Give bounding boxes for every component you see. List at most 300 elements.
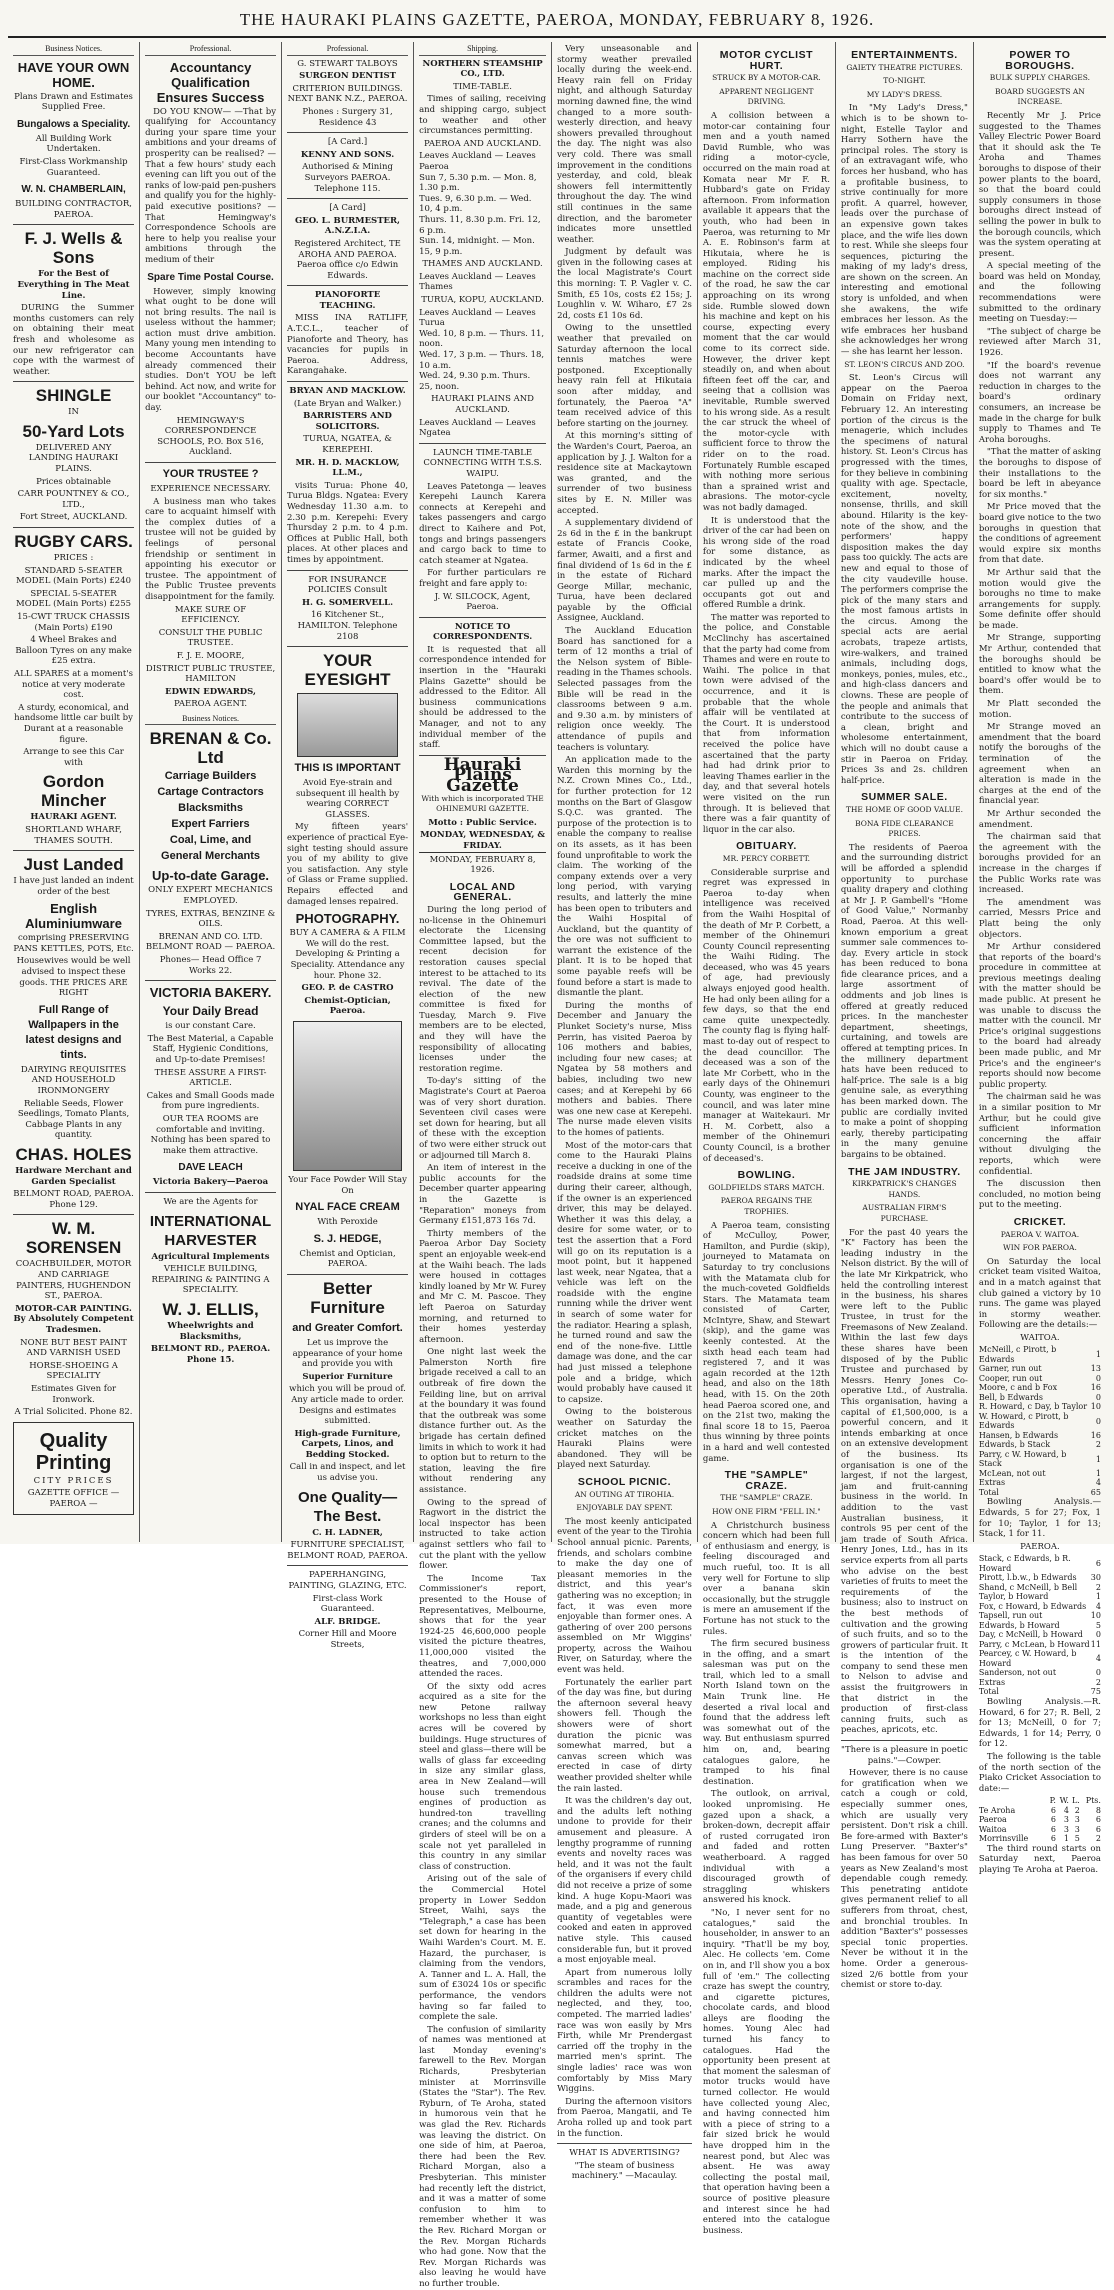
table-cell: W. [1059,1796,1069,1806]
ad-text: A sturdy, economical, and handsome little car built by Durant at a reasonable figure. [14,702,133,745]
table-cell: 10 [1090,1402,1101,1412]
divider [13,527,134,528]
table-cell: Te Aroha [978,1805,1016,1815]
divider [287,285,408,286]
ad-title: PAPERHANGING, PAINTING, GLAZING, ETC. [288,1570,407,1592]
article-paragraph: The Auckland Education Board has sanctioned for a term of 12 months a trial of the Nelson system of Bible-reading in the Thames schools. Selected passages from the Bible will be read in the classrooms between 9 a.m. and 9.30 a.m. by ministers of religion once weekly. The attendance of pupils and teachers is voluntary. [557,626,692,753]
ad-name: GEO. L. BURMESTER, A.N.Z.I.A. [295,215,401,237]
notice-title: NOTICE TO CORRESPONDENTS. [432,621,533,643]
ad-text: Superior Furniture [302,1371,393,1382]
scorecard-row [979,1668,1101,1678]
ad-title: INTERNATIONAL HARVESTER [149,1212,272,1249]
ad-title: Up-to-date Garage. [152,868,270,884]
column-1 [8,42,140,1542]
scorecard-row [979,1621,1101,1631]
ad-name: F. J. E. MOORE, [176,650,245,661]
ad-text: MAKE SURE OF EFFICIENCY. [174,604,247,626]
ad-title: Better Furniture [310,1278,385,1317]
ad-text: Coal, Lime, and [169,834,252,847]
article-paragraph: The discussion then concluded, no motion being put to the meeting. [978,1179,1101,1211]
ad-name: Gordon Mincher [40,772,107,811]
section-heading: Business Notices. [145,714,276,726]
table-cell: 8 [1095,1805,1101,1815]
article-subhead: WIN FOR PAEROA. [1002,1243,1077,1253]
table-cell: 6 [1050,1805,1056,1815]
nameplate-sub: With which is incorporated THE OHINEMURI GAZETTE. [421,793,544,814]
ad-text: The Best Material, a Capable Staff, Hygienic Conditions, and Up-to-date Premises! [147,1033,274,1065]
article-paragraph: Considerable surprise and regret was expressed in Paeroa to-day when intelligence was received from the Waihi Hospital of the death of Mr P. Corbett, a member of the Ohinemuri County Council representing the Waihi Riding. The deceased, who was 45 years of age, had previously always enjoyed good health. He had only been ailing for a few days, so that the end came quite unexpectedly. The county flag is flying half-mast to-day out of respect to the dead councillor. The deceased was a son of the late Mr Corbett, who in the early days of the Ohinemuri County, was engineer to the council, and was later mine manager at Waitekauri. Mr H. M. Corbett, also a member of the Ohinemuri County Council, is a brother of deceased's. [702,867,830,1164]
table-cell: 4 [1095,1478,1101,1488]
article-headline: CRICKET. [1013,1215,1067,1228]
divider [13,381,134,382]
timetable-row: Wed. 24, 9.30 p.m. Thurs. 25, noon. [419,371,531,392]
ad-text: Cakes and Small Goods made from pure ingredients. [146,1090,275,1112]
ad-name: W. J. ELLIS, [162,1299,259,1319]
column-5 [552,42,698,2182]
table-cell: Pts. [1085,1796,1101,1806]
ad-name: C. H. LADNER, [312,1527,383,1538]
ad-title: SHINGLE [35,386,112,406]
table-cell: 6 [1095,1824,1101,1834]
divider [287,646,408,647]
ad-text: Registered Architect, TE AROHA AND PAEROA. Paeroa office c/o Edwin Edwards. [294,238,401,281]
table-cell: R. Howard, c Day, b Taylor [978,1402,1088,1412]
ad-text: ONLY EXPERT MECHANICS EMPLOYED. [148,885,273,907]
table-cell: 5 [1074,1834,1080,1844]
article-paragraph: A Christchurch business concern which had been full of enthusiasm and energy, is feeling discouraged and much rueful, too. It is all very well for Fortune to slip over a banana skin occasionally, but the struggle is mere an amusement if the Fortune has not stuck to the rules. [702,1520,830,1637]
table-cell: Edwards, b Stack [978,1440,1051,1450]
article-paragraph: The third round starts on Saturday next, Paeroa playing Te Aroha at Paeroa. [978,1843,1101,1875]
article-paragraph: A special meeting of the board was held on Monday, and the following recommendations were submitted to the ordinary meeting on Tuesday:— [978,261,1101,325]
article-subhead: HOW ONE FIRM "FELL IN." [712,1506,821,1516]
ad-text: Let us improve the appearance of your home and provide you with [292,1337,403,1370]
article-headline: SUMMER SALE. [861,791,948,804]
ad-text: ALL SPARES at a moment's notice at very moderate cost. [14,668,134,701]
divider [13,224,134,225]
ad-text: However, simply knowing what ought to be done will not bring results. The nail is useless without the hammer; action must drive ambition. Many young men intending to become Accountants have already commenced their studies. Don't YOU be left behind. Act now, and write for our booklet "Accountancy" to-day. [145,286,276,414]
ad-text: Call in and inspect, and let us advise you. [289,1462,406,1484]
divider [287,570,408,571]
ad-text: Chemist-Optician, Paeroa. [304,995,391,1017]
ship-route: THAMES AND AUCKLAND. [422,259,543,270]
ad-text: My fifteen years' experience of practical Eye-sight testing should assure you of my ability to give you satisfaction. Any style of Glass or Frame supplied. Repairs effected and damaged lenses repaired. [287,822,409,907]
ad-text: TURUA, NGATEA, & KEREPEHI. [303,434,392,455]
ship-title: NORTHERN STEAMSHIP CO., LTD. [422,58,543,80]
article-subhead: GOLDFIELDS STARS MATCH. [708,1182,825,1192]
eyes-illustration [297,693,398,757]
ad-text: 16 Kitchener St., HAMILTON. Telephone 2108 [297,610,398,642]
ad-title: BRENAN & Co. Ltd [149,729,272,768]
timetable-row: Wed. 10, 8 p.m. — Thurs. 11, noon. [419,328,545,350]
scorecard-row [979,1412,1101,1431]
article-paragraph: The most keenly anticipated event of the year to the Tirohia School annual picnic. Parents, friends, and scholars combine to make the day one of pleasant memories in the district, and this year's gathering was no exception; in fact, it was even more enjoyable than former ones. A gathering of over 200 persons assembled on Mr Wiggins' property, across the Waihou River, on Saturday, where the event was held. [557,1516,692,1676]
table-cell: Extras [978,1677,1006,1687]
article-subhead: TO-NIGHT. [883,76,926,86]
article-paragraph: Apart from numerous lolly scrambles and races for the children the adults were not neglected, and they, too, competed. The married ladies' race was won easily by Mrs Firth, while Mr Prendergast carried off the trophy in the married men's sprint. The single ladies' race was won comfortably by Miss Mary Wiggins. [557,1967,692,2095]
column-7 [836,42,974,1991]
article-paragraph: In "My Lady's Dress," which is to be shown to-night, Estelle Taylor and Harry Sothern have the principal roles. The story is of an extravagant wife, who forces her husband, who has a profitable business, to strive continually for more profit. A quarrel, however, leads over the purchase of an expensive gown takes place, and the wife lies down to rest. While she sleeps four sequences, picturing the making of my lady's dress, are shown on the screen. An interesting and emotional story is unfolded, and when she awakens, the wife embraces her lesson. As the wife embraces her husband she acknowledges her wrong — she has learnt her lesson. [840,103,968,358]
article-paragraph: Most of the motor-cars that come to the Hauraki Plains receive a ducking in one of the roadside drains at some time during their career, although, if the owner is an experienced driver, this may be delayed. Whether it was this delay, a desire for some water, or to test the assertion that a Ford will go on its reputation is a moot point, but it happened last week, near Ngatea, that a vehicle was left on the roadside with the engine running while the driver went in search of some water for the radiator. Hearing a splash, he turned round and saw the end of the none-five. Little damage was done, and the car had just missed a telephone pole and a bridge, which would probably have caused it to capsize. [557,1140,692,1405]
ad-text: Phones : Surgery 31, Residence 43 [302,106,393,128]
launch-text: For further particulars re freight and fare apply to: [419,568,547,589]
scorecard-row [979,1640,1101,1650]
article-paragraph: Fortunately the earlier part of the day was fine, but during the afternoon several heavy showers fell. Though the showers were of short duration the picnic was somewhat marred, but a canvas screen which was erected in case of dirty weather provided shelter while the rain lasted. [557,1677,692,1794]
scorecard-row [979,1592,1101,1602]
article-paragraph: Owing to the spread of Ragwort in the district the local inspector has been instructed to take action against settlers who fail to cut the plant with the yellow flower. [419,1497,547,1572]
ad-name: ALF. BRIDGE. [314,1616,381,1627]
ad-title: RUGBY CARS. [14,532,133,552]
scorecard-row [979,1573,1101,1583]
ad-text: SHORTLAND WHARF, THAMES SOUTH. [25,824,122,846]
ad-text: Expert Farriers [171,818,250,831]
printing-ad [13,1422,134,1516]
ad-title: PIANOFORTE TEACHING. [314,290,381,311]
article-subhead: MY LADY'S DRESS. [866,89,943,99]
table-cell: 13 [1090,1364,1101,1374]
table-cell: 1 [1095,1350,1101,1360]
publication-days: MONDAY, WEDNESDAY, & FRIDAY. [420,830,546,851]
article-subhead: ENJOYABLE DAY SPENT. [576,1503,673,1513]
ad-text: All Building Work Undertaken. [35,133,112,155]
divider [287,1274,408,1275]
table-cell: 2 [1095,1440,1101,1450]
ad-text: DO YOU KNOW— —That by qualifying for Accountancy during your spare time your ambitions and your dreams of prosperity can be realised? —That a few hours' study each evening can lift you out of the ranks of low-paid pen-pushers and qualify you for the highly-paid executive positions? —That Hemingway's Correspondence Schools are here to help you realise your ambitions through the medium of their [145,106,276,265]
ad-title: Full Range of Wallpapers in the latest designs and tints. [25,1003,122,1061]
ad-text: Arrange to see this Car with [23,747,124,768]
ship-route: PAEROA AND AUCKLAND. [423,138,542,149]
scorecard-waitoa [979,1345,1101,1497]
article-subhead: KIRKPATRICK'S CHANGES HANDS. [852,1179,957,1199]
ad-text: Fort Street, AUCKLAND. [19,512,128,523]
ad-text: FOR INSURANCE POLICIES Consult [307,574,388,596]
quote-text: "The steam of business machinery." —Macaulay. [571,2160,678,2182]
table-cell: 16 [1090,1430,1101,1440]
ad-title: W. M. SORENSEN [25,1219,122,1258]
article-headline: OBITUARY. [736,840,797,853]
table-cell: P. [1049,1796,1056,1806]
ad-title: CHAS. HOLES [15,1145,132,1164]
table-cell: 0 [1095,1630,1101,1640]
article-paragraph: Mr Strange, supporting Mr Arthur, contended that the boroughs should be entitled to know what the board's offer would be to them. [978,633,1101,697]
ad-text: General Merchants [161,850,261,863]
table-cell: Total [978,1687,999,1697]
ad-title: Bungalows a Speciality. [16,118,131,130]
table-cell: L. [1071,1796,1080,1806]
article-headline: THE JAM INDUSTRY. [848,1165,961,1178]
ad-text: 4 Wheel Brakes and Balloon Tyres on any make £25 extra. [15,635,132,667]
ad-title: One Quality—The Best. [297,1488,398,1525]
bowling-analysis: Bowling Analysis.—R. Howard, 6 for 27; R. Bell, 2 for 13; McNeill, 0 for 7; Edwards, 1 for 14; Perry, 0 for 12. [978,1696,1101,1750]
article-paragraph: A supplementary dividend of 2s 6d in the £ in the bankrupt estate of Francis Cooke, farmer, Awaiti, and a first and final dividend of 1s 6d in the £ in the estate of Richard George Millar, mechanic, Turua, have been declared payable by the Official Assignee, Auckland. [557,518,692,624]
article-paragraph: It is understood that the driver of the car had been on his wrong side of the road for some distance, as indicated by the wheel marks. After the impact the car pulled up and the occupants got out and offered Rumble a drink. [702,515,830,611]
ad-text: comprising PRESERVING PANS KETTLES, POTS, Etc. [13,933,134,954]
ad-text: THESE ASSURE A FIRST-ARTICLE. [154,1067,267,1089]
column-4 [414,42,552,2289]
article-paragraph: However, there is no cause for gratification when we catch a cough or cold, especially summer ones, which are usually very persistent. Don't risk a chill. Be fore-armed with Baxter's Lung Preserver. "Baxter's" has been famous for over 50 years as New Zealand's most dependable cough remedy. This penetrating antidote gives permanent relief to all sufferers from throat, chest, and bronchial troubles. In addition "Baxter's" possesses special tonic properties. Never be without it in the home. Order a generous-sized 2/6 bottle from your chemist or store to-day. [840,1768,968,1991]
article-subhead: APPARENT NEGLIGENT DRIVING. [719,86,814,107]
article-paragraph: The following is the table of the north section of the Piako Cricket Association to date:— [978,1751,1101,1794]
dateline: MONDAY, FEBRUARY 8, 1926. [429,854,536,876]
divider [287,132,408,133]
timetable-row: Leaves Auckland — Leaves Ngatea [419,417,536,439]
ad-name: HEMINGWAY'S CORRESPONDENCE SCHOOLS, P.O. Box 516, Auckland. [157,415,264,458]
ad-text: STANDARD 5-SEATER MODEL (Main Ports) £240 [16,565,132,587]
ad-text: Corner Hill and Moore Streets, [298,1629,397,1650]
ad-text: Reliable Seeds, Flower Seedlings, Tomato Plants, Cabbage Plants in any quantity. [17,1098,130,1141]
article-subhead: THE "SAMPLE" CRAZE. [720,1493,813,1503]
scorecard-row [979,1630,1101,1640]
launch-text: Leaves Patetonga — leaves Kerepehi Launch Karera connects at Kerepehi and takes passengers and cargo direct to Kaihere and Pot, tongs and brings passengers and cargo back to time to catch steamer at Ngatea. [419,481,547,566]
bowling-analysis: Bowling Analysis.—Edwards, 5 for 27; Fox, 1 for 10; Taylor, 1 for 13; Stack, 1 for 11. [978,1497,1101,1540]
scorecard-row [979,1611,1101,1621]
ad-text: With Peroxide [317,1217,378,1228]
motto: Motto : Public Service. [428,817,537,828]
ad-text: FURNITURE SPECIALIST, BELMONT ROAD, PAEROA. [287,1540,408,1561]
column-2 [140,42,282,1542]
article-paragraph: During the afternoon visitors from Paeroa, Mangatii, and Te Aroha rolled up and took part in the function. [557,2096,692,2139]
article-paragraph: Owing to the unsettled weather that prevailed on Saturday afternoon the local tennis matches were postponed. Exceptionally heavy rain fell at Hikutaia soon after midday, and fortunately, the Paeroa "A" team received advice of this before starting on the journey. [557,323,692,429]
ladder-row [979,1834,1101,1844]
article-paragraph: Arising out of the sale of the Commercial Hotel property in Lower Seddon Street, Waihi, says the "Telegraph," a case has been set down for hearing in the Waihi Warden's Court. M. E. Hazard, the purchaser, is claiming from the vendors, A. Tanner and L. A. Hall, the sum of £3024 10s or specific performance, the vendors having so far failed to complete the sale. [419,1874,547,2023]
article-subhead: BOARD SUGGESTS AN INCREASE. [995,86,1085,107]
ad-text: DELIVERED ANY LANDING HAURAKI PLAINS. [28,442,119,475]
table-cell: Total [978,1487,999,1497]
ad-text: which you will be proud of. Any article made to order. Designs and estimates submitted. [289,1384,406,1427]
table-cell: 1 [1095,1454,1101,1464]
ad-title: F. J. Wells & Sons [24,229,123,268]
timetable-row: Leaves Auckland — Leaves Paeroa [419,151,536,172]
ad-text: Plans Drawn and Estimates Supplied Free. [14,91,133,113]
divider [419,443,546,444]
ad-text: visits Turua: Phone 40, Turua Bldgs. Ngatea: Every Wednesday 11.30 a.m. to 2.30 p.m. Kerepehi: Every Thursday 2 p.m. to 4 p.m. Offices at Public Hall, both places. At other places and times by appointment. [287,480,409,565]
ad-title: Just Landed [23,855,124,875]
scorecard-row [979,1431,1101,1441]
ad-text: GAZETTE OFFICE — PAEROA — [27,1488,120,1509]
table-cell: Tapsell, run out [978,1611,1043,1621]
table-cell: 0 [1095,1416,1101,1426]
article-subhead: STRUCK BY A MOTOR-CAR. [712,73,821,83]
table-cell: 2 [1095,1834,1101,1844]
table-cell: Edwards, b Howard [978,1620,1060,1630]
ad-text: First-Class Workmanship Guaranteed. [19,156,128,178]
ship-route: TURUA, KOPU, AUCKLAND. [421,295,544,306]
article-paragraph: "That the matter of asking the boroughs to dispose of their installations to the board be left in abeyance for six months." [978,447,1101,500]
table-cell: 3 [1063,1824,1069,1834]
ad-text: 15-CWT TRUCK CHASSIS (Main Ports) £190 [17,612,130,633]
table-cell: W. Howard, c Pirott, b Edwards [978,1411,1069,1431]
ad-text: [A Card.] [327,137,368,148]
article-paragraph: During the months of December and January the Plunket Society's nurse, Miss Perrin, has visited Paeroa by 106 mothers and babies, including four new cases; at Ngatea by 58 mothers and babies, including two new cases; and at Kerepehi by 66 mothers and babies. There was one new case at Kerepehi. The nurse made eleven visits to the homes of patients. [557,1000,692,1138]
team-heading: WAITOA. [1020,1332,1060,1343]
ad-text: Carriage Builders [164,770,257,783]
scorecard-row [979,1478,1101,1488]
table-cell: Paeroa [978,1815,1007,1825]
article-paragraph: The firm secured business in the offing, and a smart salesman was put on the trail, which led to a small North Island town on the Main Trunk line. He deserted a rival local and found that the address left was somewhat out of the way. But enthusiasm spurred him on, and, bearing catalogues galore, he tramped to his final destination. [702,1639,830,1787]
ad-text: DISTRICT PUBLIC TRUSTEE, HAMILTON [145,663,276,685]
article-paragraph: Mr Platt seconded the motion. [978,699,1101,720]
article-paragraph: The confusion of similarity of names was mentioned at last Monday evening's farewell to the Rev. Morgan Richards, Presbyterian minister at Morrinsville (States the "Star"). The Rev. Ryburn, of Te Aroha, stated in humorous vein that he was glad the Rev. Richards was leaving the district. On one side of him, at Paeroa, there had been the Rev. Richard Morgan, also a Presbyterian. This minister had recently left the district, and it was a matter of some confusion to him to remember whether it was the Rev. Richard Morgan or the Rev. Morgan Richards who had gone. Now that the Rev. Morgan Richards was also leaving he would have no further trouble. [419,2024,547,2289]
divider [557,2143,692,2144]
ad-title: YOUR TRUSTEE ? [162,468,259,480]
article-paragraph: Very unseasonable and stormy weather prevailed locally during the week-end. Heavy rain fell on Friday night, and although Saturday morning dawned fine, the wind changed to a more south-westerly direction, and heavy showers prevailed throughout the day. The night was also very cold. There was small improvement in the conditions yesterday, and cold, bleak showers fell intermittently throughout the day. The wind still continues in the same direction, and the barometer indicates more unsettled weather. [557,44,692,245]
ad-text: SPECIAL 5-SEATER MODEL (Main Ports) £255 [16,588,132,610]
table-cell: Hansen, b Edwards [978,1430,1059,1440]
table-cell: 6 [1050,1834,1056,1844]
scorecard-row [979,1440,1101,1450]
table-cell: 4 [1095,1601,1101,1611]
table-cell: 1 [1063,1834,1069,1844]
ad-name: KENNY AND SONS. [300,149,395,160]
timetable-row: Wed. 17, 3 p.m. — Thurs. 18, 10 a.m. [419,350,545,371]
table-cell: McNeill, c Pirott, b Edwards [978,1345,1057,1364]
article-paragraph: "If the board's revenue does not warrant any reduction in charges to the board's ordinary consumers, an increase be made in the charge for bulk supply to Thames and Te Aroha boroughs. [978,360,1101,445]
scorecard-row [979,1469,1101,1479]
article-paragraph: The outlook, on arrival, looked unpromising. He gazed upon a shack, a broken-down, decrepit affair of rusted corrugated iron and faded and rotten weatherboard. A ragged individual with a discouraged growth of straggling whiskers answered his knock. [702,1789,830,1906]
ad-text: NONE BUT BEST PAINT AND VARNISH USED [20,1337,127,1359]
table-cell: 16 [1090,1383,1101,1393]
article-paragraph: During the long period of no-license in the Ohinemuri electorate the Licensing Committee lapsed, but the recent decision for restoration causes special interest to be attached to its revival. The date of the election of the new committee is fixed for Tuesday, March 9. Five members are to be elected, and they will have the responsibility of allocating licenses under the restoration regime. [419,904,547,1074]
ad-title: Spare Time Postal Course. [147,271,274,283]
ad-text: CONSULT THE PUBLIC TRUSTEE. [158,627,263,649]
table-cell: McLean, not out [978,1468,1046,1478]
table-cell: 6 [1095,1559,1101,1569]
divider [419,617,546,618]
ad-text: is our constant Care. [165,1021,256,1032]
table-cell: 5 [1095,1620,1101,1630]
ad-text: Phones— Head Office 7 Works 22. [159,955,262,976]
article-headline: SCHOOL PICNIC. [577,1475,672,1488]
table-cell: Pearcey, c W. Howard, b Howard [978,1649,1077,1668]
article-paragraph: The chairman said that the agreement with the boroughs provided for an increase in the charges if the Public Works rate was increased. [978,832,1101,896]
article-paragraph: Recently Mr J. Price suggested to the Thames Valley Electric Power Board that it should ask the Te Aroha and Thames boroughs to dispose of their power plants to the board, so that the board could supply consumers in those boroughs direct instead of selling the power in bulk to the borough councils, which was the system operating at present. [978,110,1101,259]
ladder-table [979,1796,1101,1844]
article-paragraph: Mr Arthur seconded the amendment. [978,808,1101,830]
timetable-row: Sun 7, 5.30 p.m. — Mon. 8, 1.30 p.m. [419,172,537,194]
ad-text: TYRES, EXTRAS, BENZINE & OILS. [145,908,276,930]
ad-text: We are the Agents for [163,1196,258,1207]
ad-text: IN [68,407,79,418]
newspaper-nameplate: Hauraki Plains Gazette [443,754,522,796]
table-cell: 10 [1090,1611,1101,1621]
ad-text: DURING the Summer months customers can rely on obtaining their meat fresh and wholesome as our new refrigerator can cope with the warmest of weather. [13,303,135,377]
ad-text: Your Face Powder Will Stay On [288,1174,407,1196]
ad-text: MOTOR-CAR PAINTING. By Absolutely Competent Tradesmen. [13,1303,134,1335]
article-paragraph: Thirty members of the Paeroa Arbor Day Society spent an enjoyable week-end at the Waihi beach. The lads were housed in cottages kindly loaned by Mr W. Furey and Mr C. M. Pascoe. They left Paeroa on Saturday morning, and returned to their homes yesterday afternoon. [419,1228,547,1345]
article-paragraph: Owing to the boisterous weather on Saturday the cricket matches on the Hauraki Plains were abandoned. They will be played next Saturday. [557,1407,692,1471]
ad-text: Wheelwrights and Blacksmiths, [167,1320,254,1342]
table-cell: Sanderson, not out [978,1668,1057,1678]
ad-name: GEO. P. de CASTRO [301,983,394,994]
table-cell: Parry, c McLean, b Howard [978,1639,1090,1649]
article-headline: MOTOR CYCLIST HURT. [719,49,814,72]
divider [13,1214,134,1215]
table-cell: 0 [1095,1392,1101,1402]
article-paragraph: To-day's sitting of the Magistrate's Court at Paeroa was of very short duration. Seventeen civil cases were set down for hearing, but all of these with the exception of two were either struck out or adjourned till March 8. [419,1076,547,1161]
divider [287,198,408,199]
ad-title: BARRISTERS AND SOLICITORS. [303,411,392,432]
ad-title: YOUR EYESIGHT [304,651,391,690]
ad-title: 50-Yard Lots [22,421,125,441]
ladder-row [979,1796,1101,1806]
table-cell: Morrinsville [978,1834,1029,1844]
article-paragraph: Of the sixty odd acres acquired as a site for the new Petone railway workshops no less than eight acres will be covered by buildings. Huge structures of steel and glass—there will be walls of glass far exceeding in size any similar glass, area in New Zealand—will house such tremendous engines of production as hundred-ton travelling cranes; and the columns and girders of steel will be on a scale not yet paralleled in this country in any similar class of construction. [419,1681,547,1872]
ad-text: CITY PRICES [33,1475,114,1486]
table-cell: Taylor, b Howard [978,1592,1049,1602]
ad-name: DAVE LEACH [178,1162,243,1174]
ad-name: MR. H. D. MACKLOW, LL.M., [295,457,400,479]
table-cell: Stack, c Edwards, b R. Howard [978,1554,1071,1573]
table-cell: Fox, c Howard, b Edwards [978,1601,1087,1611]
article-subhead: ST. LEON'S CIRCUS AND ZOO. [844,359,965,369]
article-paragraph: The matter was reported to the police, and Constable McClinchy has ascertained that the party had come from Thames and were en route to Waihi. The police in that town were advised of the occurrence, and it is probable that the whole affair will be ventilated at the Court. It is understood that from information received the police have ascertained that the party had had drink prior to leaving Thames earlier in the day, and that several hotels were visited on the run through. It is believed that there was a fair quantity of liquor in the car also. [702,612,830,835]
ad-title: NYAL FACE CREAM [295,1201,400,1214]
article-paragraph: Mr Arthur considered that reports of the board's procedure in committee at previous meetings dealing with the matter should be made public. At present he was unable to discuss the matter with the council. Mr Price's original suggestions to the board had already been made public, and Mr Price's and the engineer's reports should now become public property. [978,942,1101,1090]
table-cell: 0 [1095,1373,1101,1383]
scorecard-row [979,1402,1101,1412]
ad-name: CARR POUNTNEY & CO., LTD., [17,489,130,510]
ship-route: HAURAKI PLAINS AND AUCKLAND. [431,394,535,415]
ad-text: PRICES : [53,553,94,564]
table-cell: Pirott, l.b.w., b Edwards [978,1573,1077,1583]
ad-title: and Greater Comfort. [292,1321,403,1334]
timetable-row: Leaves Auckland — Leaves Turua [419,307,536,329]
article-paragraph: The chairman said he was in a similar position to Mr Arthur, but he could give sufficient information concerning the affair without divulging the reports, which were confidential. [978,1092,1101,1177]
table-cell: Moore, c and b Fox [978,1383,1058,1393]
table-cell: 75 [1090,1687,1101,1697]
table-cell: Waitoa [978,1824,1007,1834]
ad-text: BELMONT ROAD, PAEROA. Phone 129. [13,1189,134,1210]
table-cell: Cooper, run out [978,1373,1043,1383]
quote-title: WHAT IS ADVERTISING? [569,2148,680,2159]
ad-text: EXPERIENCE NECESSARY. [150,484,271,494]
divider [287,381,408,382]
column-8 [974,42,1106,1875]
ad-title: Quality Printing [35,1429,112,1474]
ad-name: G. STEWART TALBOYS [297,58,398,69]
ad-text: Housewives would be well advised to inspect these goods. THE PRICES ARE RIGHT [16,956,131,999]
ad-text: OUR TEA ROOMS are comfortable and inviting. Nothing has been spared to make them attractive. [150,1113,271,1156]
ad-text: COACHBUILDER, MOTOR AND CARRIAGE PAINTERS, HUGHENDON ST., PAEROA. [15,1259,132,1302]
ad-title: Your Daily Bread [162,1004,259,1019]
article-paragraph: "No, I never sent for no catalogues," said the householder, in answer to an inquiry. "That'll be my boy, Alec. He collects 'em. Come on in, and I'll show you a box full of 'em." The collecting craze has swept the country, and cigarette pictures, chocolate cards, and blood alleys are flooding the homes. Young Alec had turned his fancy to catalogues. Had the opportunity been present at that moment the salesman of motor trucks would have turned collector. He would have collected young Alec, and having connected him with a piece of string to a fair sized brick he would have dropped him in the nearest pond, but Alec was absent. He was away collecting the postal mail, that operation having been a source of positive pleasure and interest since he had entered into the catalogue business. [702,1907,830,2236]
ad-name: EDWIN EDWARDS, [165,686,256,697]
divider [145,980,276,981]
section-heading: Business Notices. [13,44,134,56]
article-subhead: PAEROA V. WAITOA. [1000,1229,1080,1239]
table-cell: 30 [1090,1573,1101,1583]
article-paragraph: One night last week the Palmerston North fire brigade received a call to an outbreak of fire down the Feilding line, but on arrival at the boundary it was found that the outbreak was some distance further out. As the brigade has certain defined limits in which to work it had to option but to return to the station, leaving the fire without rendering any assistance. [419,1347,547,1495]
table-cell: 3 [1063,1815,1069,1825]
article-paragraph: At this morning's sitting of the Warden's Court, Paeroa, an application by J. J. Walton for a residence site at Mackaytown was granted, and the surrender of two business sites by E. N. Miller was accepted. [557,431,692,516]
divider [13,850,134,851]
table-cell: 3 [1074,1815,1080,1825]
ad-text: [A Card] [329,203,366,214]
scorecard-row [979,1450,1101,1469]
ad-text: Prices obtainable [36,476,111,487]
article-headline: ENTERTAINMENTS. [851,49,958,61]
ad-text: BRENAN AND CO. LTD. BELMONT ROAD — PAEROA. [145,931,276,953]
article-paragraph: Mr Arthur said that the motion would give the boroughs no time to make arrangements for supply. Some definite offer should be made. [978,567,1101,631]
timetable-row: Sun. 14, midnight. — Mon. 15, 9 p.m. [419,236,535,257]
table-cell: 3 [1074,1824,1080,1834]
section-heading: Professional. [287,44,408,56]
ship-subtitle: TIME-TABLE. [453,81,512,92]
launch-agent: J. W. SILCOCK, Agent, Paeroa. [434,591,531,613]
notice-text: It is requested that all correspondence intended for insertion in the "Hauraki Plains Gazette" should be addressed to the Editor. All business communications should be addressed to the Manager, and not to any individual member of the staff. [419,644,547,751]
table-cell: 6 [1050,1824,1056,1834]
scorecard-row [979,1383,1101,1393]
divider [287,1565,408,1566]
